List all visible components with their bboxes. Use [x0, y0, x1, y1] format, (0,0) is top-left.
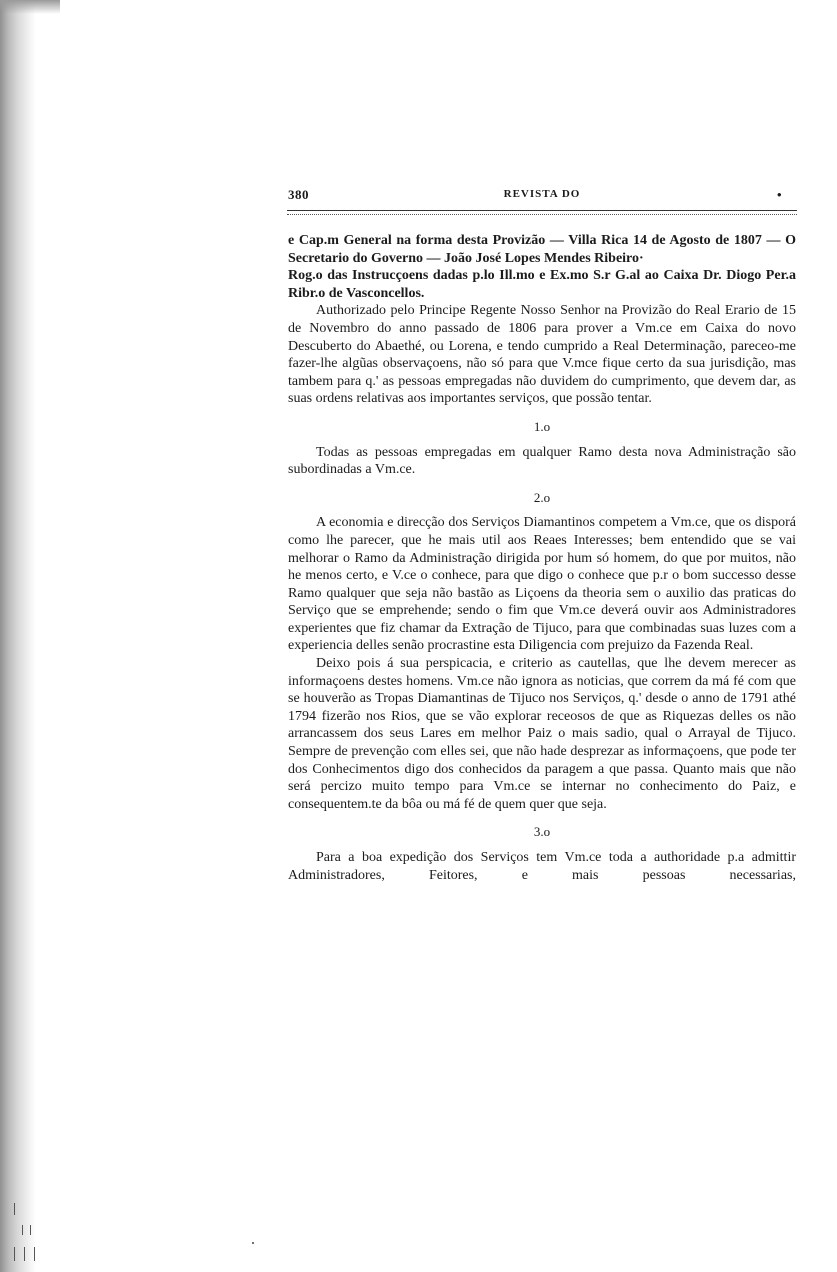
paragraph-section-1: Todas as pessoas empregadas em qualquer Ramo desta nova Administração são subordinadas a Vm.ce. — [288, 444, 796, 478]
margin-tick — [14, 1247, 15, 1261]
section-number-2: 2.o — [533, 489, 551, 505]
header-rule — [287, 210, 797, 215]
running-title: REVISTA DO — [503, 188, 581, 200]
margin-tick — [30, 1225, 31, 1235]
body-text — [288, 232, 796, 884]
margin-tick — [24, 1247, 25, 1261]
scan-edge-shadow — [0, 0, 36, 1272]
margin-tick — [34, 1247, 35, 1261]
scan-edge-top-shadow — [0, 0, 60, 14]
margin-tick-marks — [10, 1195, 50, 1267]
page-header — [288, 187, 796, 207]
margin-tick — [22, 1225, 23, 1235]
paragraph-heading-instructions: Rog.o das Instrucçoens dadas p.lo Ill.mo e Ex.mo S.r G.al ao Caixa Dr. Diogo Per.a Ribr.o de Vasconcellos. — [288, 268, 796, 301]
header-mark: • — [776, 187, 782, 202]
paragraph-section-3: Para a boa expedição dos Serviços tem Vm.ce toda a authoridade p.a admittir Administradores, Feitores, e mais pessoas necessarias, — [288, 850, 796, 883]
paragraph-section-2: A economia e direcção dos Serviços Diamantinos competem a Vm.ce, que os disporá como lhe parecer, que he mais util aos Reaes Interesses; bem entendido que se vai melhorar o Ramo da Administração dirigida por hum só homem, do que por muitos, não he menos certo, e V.ce o conhece, para que digo o conhece que p.r o bom successo desse Ramo qualquer que seja não bastão as Liçoens da theoria sem o auxilio das praticas do Serviço que se emprehende; sendo o fim que Vm.ce deverá ouvir aos Administradores experientes que fiz chamar da Extração de Tijuco, para que combinadas suas luzes com a experiencia delles senão procrastine esta Diligencia com prejuizo da Fazenda Real. — [288, 515, 796, 654]
section-number-3: 3.o — [533, 824, 551, 840]
paragraph-closing-signature: e Cap.m General na forma desta Provizão — Villa Rica 14 de Agosto de 1807 — O Secretario do Governo — João José Lopes Mendes Ribeiro· — [288, 233, 796, 266]
page-number: 380 — [288, 187, 309, 202]
margin-tick — [14, 1203, 15, 1215]
paragraph-section-2-continued: Deixo pois á sua perspicacia, e criterio as cautellas, que lhe devem merecer as informaçoens destes homens. Vm.ce não ignora as noticias, que correm da má fé com que se houverão as Tropas Diamantinas de Tijuco nos Serviços, q.' desde o anno de 1791 athé 1794 fizerão nos Rios, que se vão explorar receosos de que as Riquezas delles os não arrancassem dos seus Lares em melhor Paiz o mais sadio, qual o Arrayal de Tijuco. Sempre de prevenção com elles sei, que não hade desprezar as informaçoens, que pode ter dos Conhecimentos digo dos conhecidos da paragem a que passa. Quanto mais que não será percizo muito tempo para Vm.ce se internar no conhecimento do Paiz, e consequentem.te da bôa ou má fé de quem quer que seja. — [288, 656, 796, 812]
section-number-1: 1.o — [533, 418, 551, 434]
speck — [252, 1242, 254, 1244]
paragraph-introduction: Authorizado pelo Principe Regente Nosso Senhor na Provizão do Real Erario de 15 de Novembro do anno passado de 1806 para prover a Vm.ce em Caixa do novo Descuberto do Abaethé, ou Lorena, e tendo cumprido a Real Determinação, pareceo-me fazer-lhe algũas observaçoens, não só para que V.mce fique certo da sua jurisdição, mas tambem para q.' as pessoas empregadas não duvidem do cumprimento, que devem dar, as suas ordens relativas aos importantes serviços, que possão tentar. — [288, 303, 796, 407]
